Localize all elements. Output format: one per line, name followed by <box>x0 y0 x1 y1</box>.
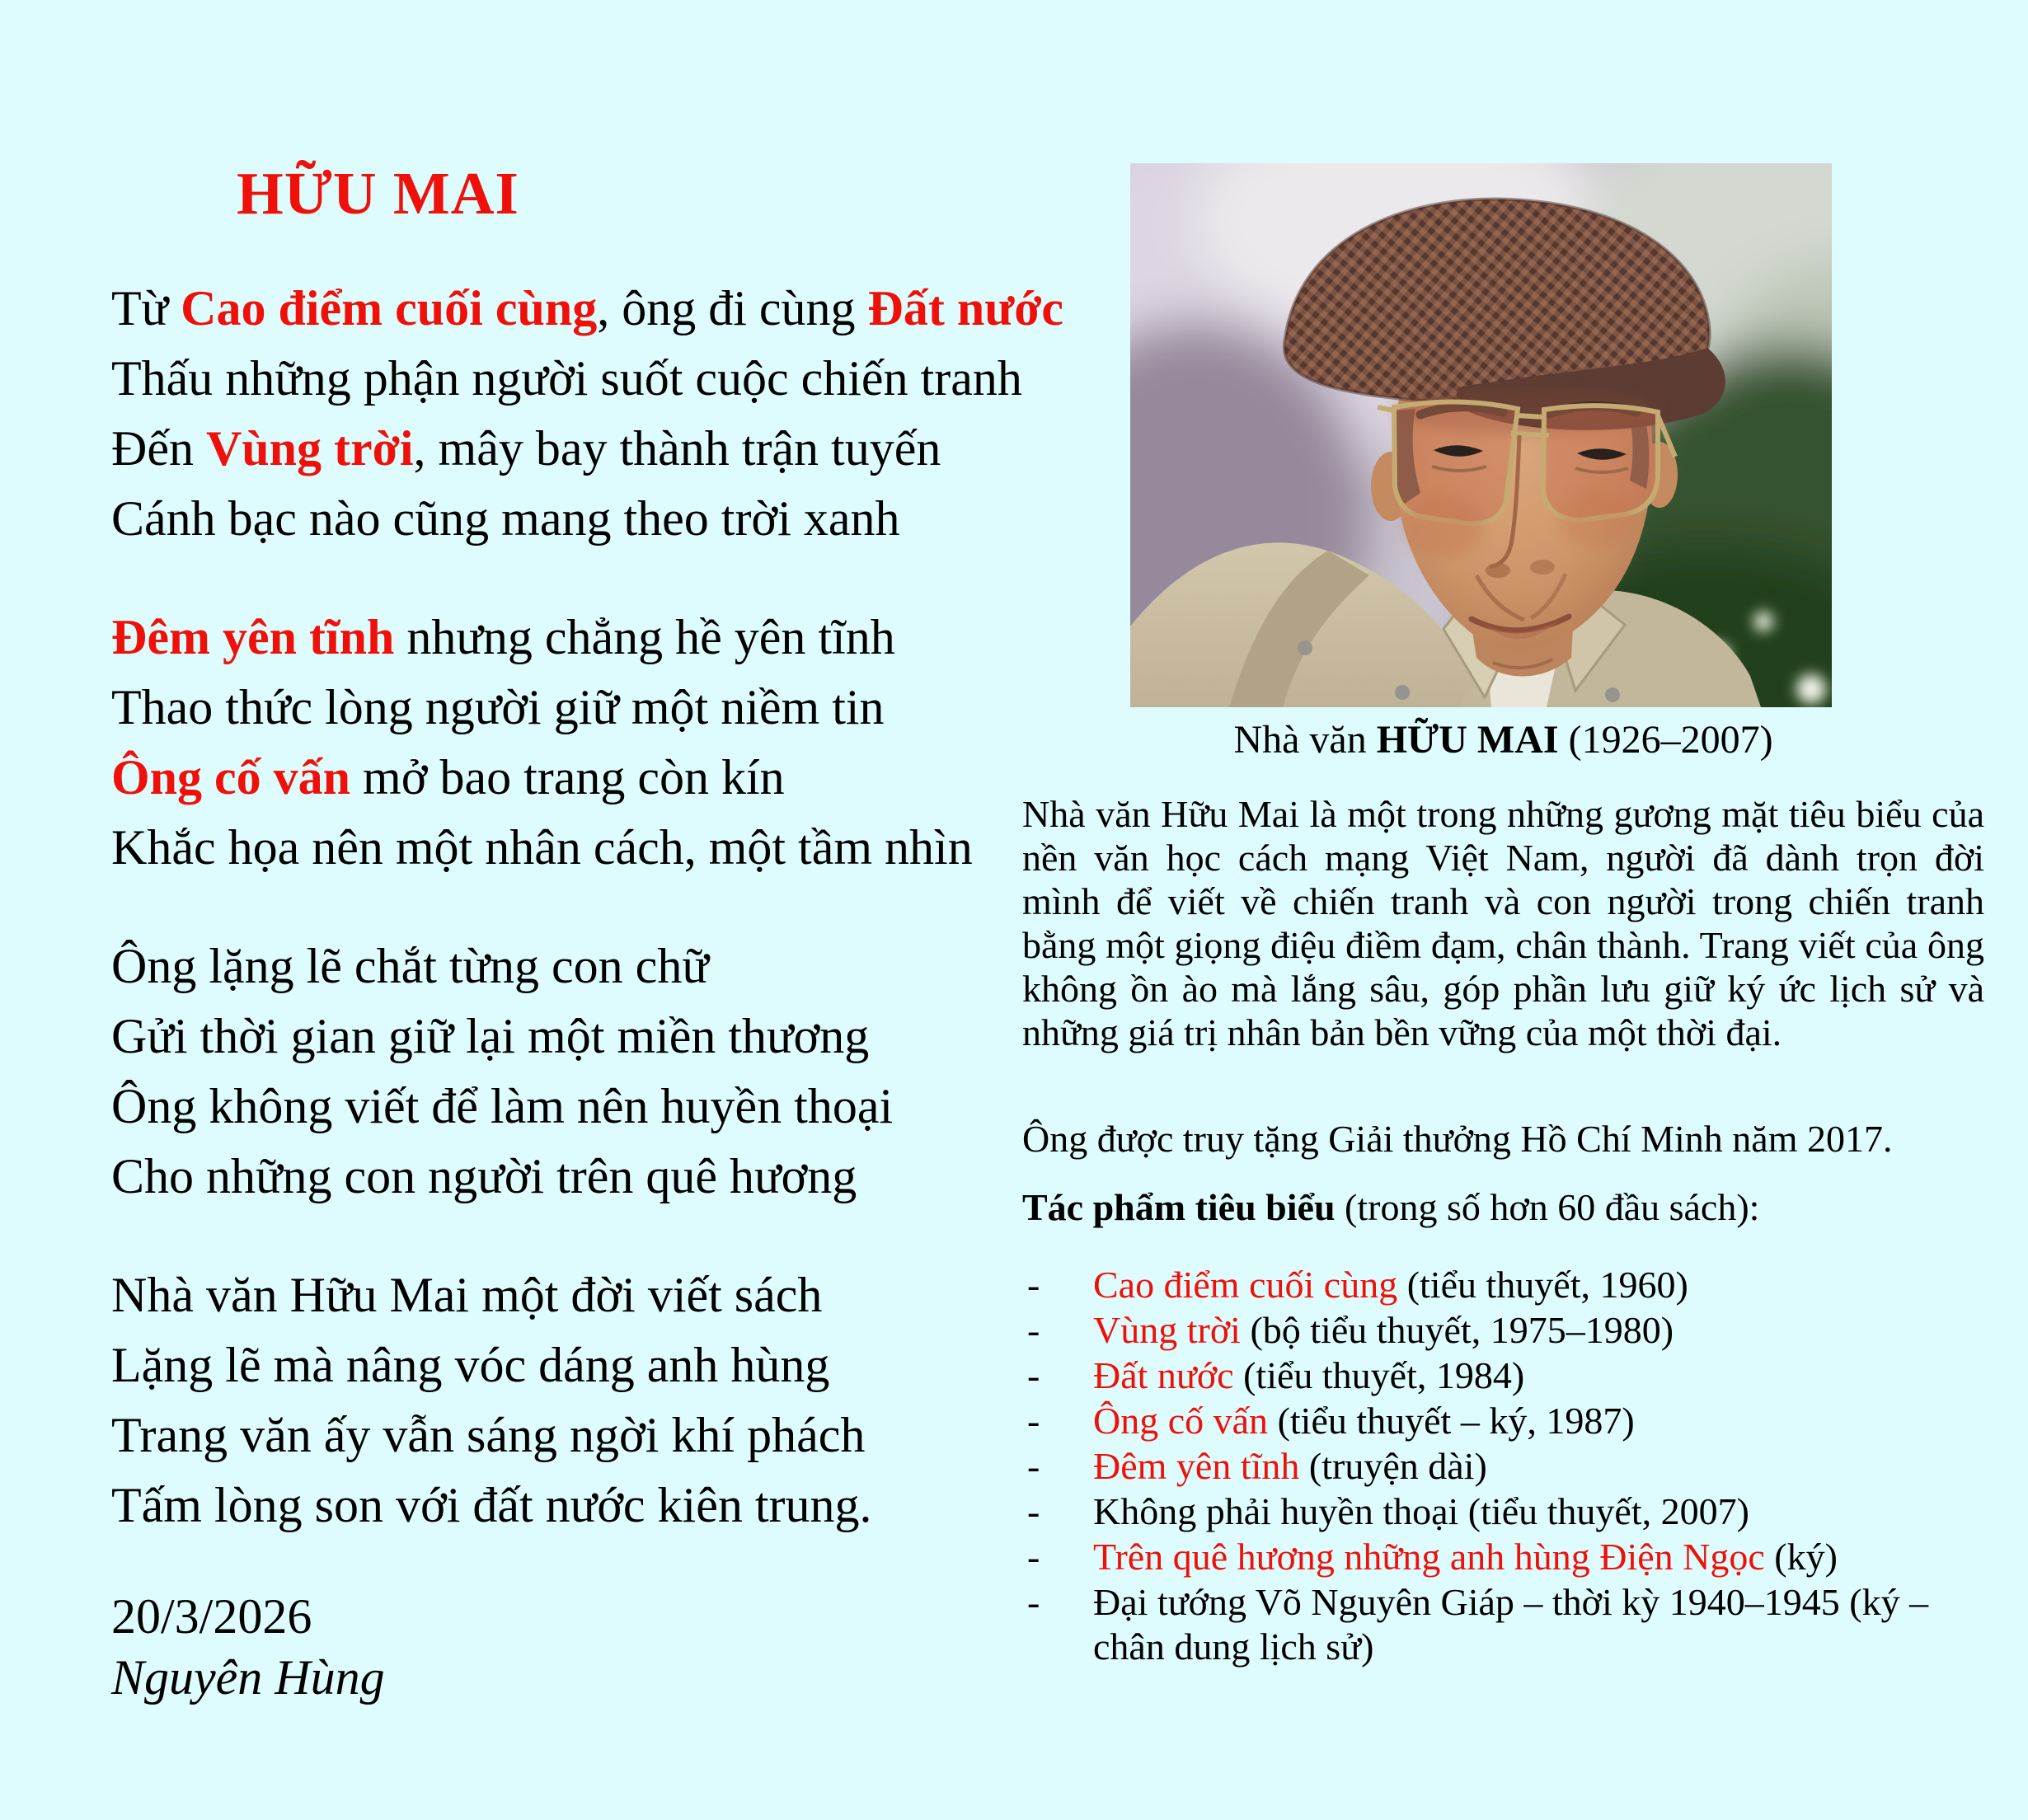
text-segment: , ông đi cùng <box>597 281 868 335</box>
text-segment: Gửi thời gian giữ lại một miền thương <box>111 1009 870 1063</box>
highlighted-book-title: Ông cố vấn <box>1093 1400 1269 1442</box>
bullet-dash: - <box>1027 1490 1040 1532</box>
poem-line <box>111 931 1051 1001</box>
text-segment: Từ <box>111 281 181 335</box>
poem-line <box>111 813 1051 883</box>
poem-stanza <box>111 274 1064 554</box>
work-item <box>1022 1535 1984 1579</box>
poem-line <box>111 484 1051 554</box>
text-segment: , mây bay thành trận tuyến <box>413 421 941 476</box>
bullet-dash: - <box>1027 1264 1040 1306</box>
photo-caption <box>1022 717 1984 763</box>
text-segment: Cánh bạc nào cũng mang theo trời xanh <box>111 491 900 546</box>
poem-line <box>111 1400 1051 1471</box>
text-segment: Đến <box>111 421 206 476</box>
bullet-dash: - <box>1027 1400 1040 1442</box>
highlighted-book-title: Đêm yên tĩnh <box>1093 1445 1300 1487</box>
signature-block <box>111 1586 1051 1708</box>
text-segment: Nhà văn Hữu Mai một đời viết sách <box>111 1268 823 1322</box>
text-segment: Khắc họa nên một nhân cách, một tầm nhìn <box>111 820 973 875</box>
poem-line <box>111 603 1051 673</box>
highlighted-book-title: Vùng trời <box>1093 1309 1241 1351</box>
highlighted-book-title: Trên quê hương những anh hùng Điện Ngọc <box>1093 1536 1765 1578</box>
poem-line <box>111 1471 1051 1541</box>
poem-line <box>111 1330 1051 1400</box>
highlighted-book-title: Đất nước <box>867 281 1064 335</box>
text-segment: Tấm lòng son với đất nước kiên trung. <box>111 1478 872 1532</box>
poem-line <box>111 743 1051 813</box>
bullet-dash: - <box>1027 1445 1040 1487</box>
highlighted-book-title: Ông cố vấn <box>111 750 351 804</box>
text-segment: Không phải huyền thoại (tiểu thuyết, 2007) <box>1093 1490 1749 1532</box>
text-segment: (tiểu thuyết, 1984) <box>1233 1354 1525 1396</box>
caption-name: HỮU MAI <box>1376 718 1559 762</box>
poem-line <box>111 344 1051 414</box>
poem-stanza <box>111 1260 1051 1541</box>
text-segment: Lặng lẽ mà nâng vóc dáng anh hùng <box>111 1338 830 1392</box>
works-list <box>1022 1263 1984 1670</box>
text-segment: mở bao trang còn kín <box>350 750 785 804</box>
page-title: HỮU MAI <box>237 160 519 227</box>
caption-prefix: Nhà văn <box>1233 718 1377 762</box>
poem-line <box>111 274 1064 344</box>
bullet-dash: - <box>1027 1309 1040 1351</box>
text-segment: Trang văn ấy vẫn sáng ngời khí phách <box>111 1408 866 1462</box>
works-heading <box>1022 1185 1984 1229</box>
text-segment: Thấu những phận người suốt cuộc chiến tranh <box>111 351 1022 406</box>
text-segment: (truyện dài) <box>1299 1445 1487 1487</box>
poem <box>111 274 1064 1541</box>
poem-column <box>111 124 1064 1708</box>
work-item <box>1022 1580 1984 1669</box>
work-item <box>1022 1263 1984 1307</box>
text-segment: (ký) <box>1764 1536 1838 1578</box>
poem-stanza <box>111 603 1051 883</box>
caption-suffix: (1926–2007) <box>1558 718 1773 762</box>
poem-stanza <box>111 931 1051 1212</box>
text-segment: Ông không viết để làm nên huyền thoại <box>111 1079 894 1133</box>
works-heading-note: (trong số hơn 60 đầu sách): <box>1335 1186 1760 1228</box>
text-segment: (tiểu thuyết – ký, 1987) <box>1268 1400 1635 1442</box>
poem-line <box>111 1072 1051 1142</box>
text-segment: Thao thức lòng người giữ một niềm tin <box>111 680 885 734</box>
poem-line <box>111 673 1051 743</box>
highlighted-book-title: Vùng trời <box>205 421 414 476</box>
portrait-photo <box>1130 163 1832 707</box>
poem-line <box>111 1260 1051 1330</box>
poem-line <box>111 414 1051 484</box>
highlighted-book-title: Cao điểm cuối cùng <box>181 281 598 335</box>
portrait-photo-art <box>1130 163 1832 707</box>
prize-line: Ông được truy tặng Giải thưởng Hồ Chí Minh năm 2017. <box>1022 1118 1893 1160</box>
work-item <box>1022 1353 1984 1398</box>
work-item <box>1022 1489 1984 1534</box>
text-segment: nhưng chẳng hề yên tĩnh <box>394 610 895 664</box>
poem-line <box>111 1142 1051 1212</box>
text-segment: Đại tướng Võ Nguyên Giáp – thời kỳ 1940–1945 (ký – chân dung lịch sử) <box>1093 1581 1929 1668</box>
text-segment: (bộ tiểu thuyết, 1975–1980) <box>1240 1309 1674 1351</box>
bullet-dash: - <box>1027 1581 1040 1623</box>
signature-author: Nguyên Hùng <box>111 1650 385 1705</box>
works-heading-title: Tác phẩm tiêu biểu <box>1022 1186 1336 1228</box>
work-item <box>1022 1308 1984 1353</box>
highlighted-book-title: Cao điểm cuối cùng <box>1093 1264 1398 1306</box>
text-segment: (tiểu thuyết, 1960) <box>1397 1264 1688 1306</box>
poem-line <box>111 1001 1051 1072</box>
biography-paragraph: Nhà văn Hữu Mai là một trong những gương mặt tiêu biểu của nền văn học cách mạng Việt Nam, người đã dành trọn đời mình để viết về chiến tranh và con người trong chiến tranh bằng một giọng điệu điềm đạm, chân thành. Trang viết của ông không ồn ào mà lắng sâu, góp phần lưu giữ ký ức lịch sử và những giá trị nhân bản bền vững của một thời đại. <box>1022 793 1984 1053</box>
bullet-dash: - <box>1027 1536 1040 1578</box>
highlighted-book-title: Đất nước <box>1093 1354 1234 1396</box>
highlighted-book-title: Đêm yên tĩnh <box>111 610 395 664</box>
bullet-dash: - <box>1027 1354 1040 1396</box>
text-segment: Cho những con người trên quê hương <box>111 1149 857 1203</box>
work-item <box>1022 1444 1984 1489</box>
signature-date: 20/3/2026 <box>111 1589 312 1644</box>
work-item <box>1022 1399 1984 1443</box>
text-segment: Ông lặng lẽ chắt từng con chữ <box>111 939 709 993</box>
